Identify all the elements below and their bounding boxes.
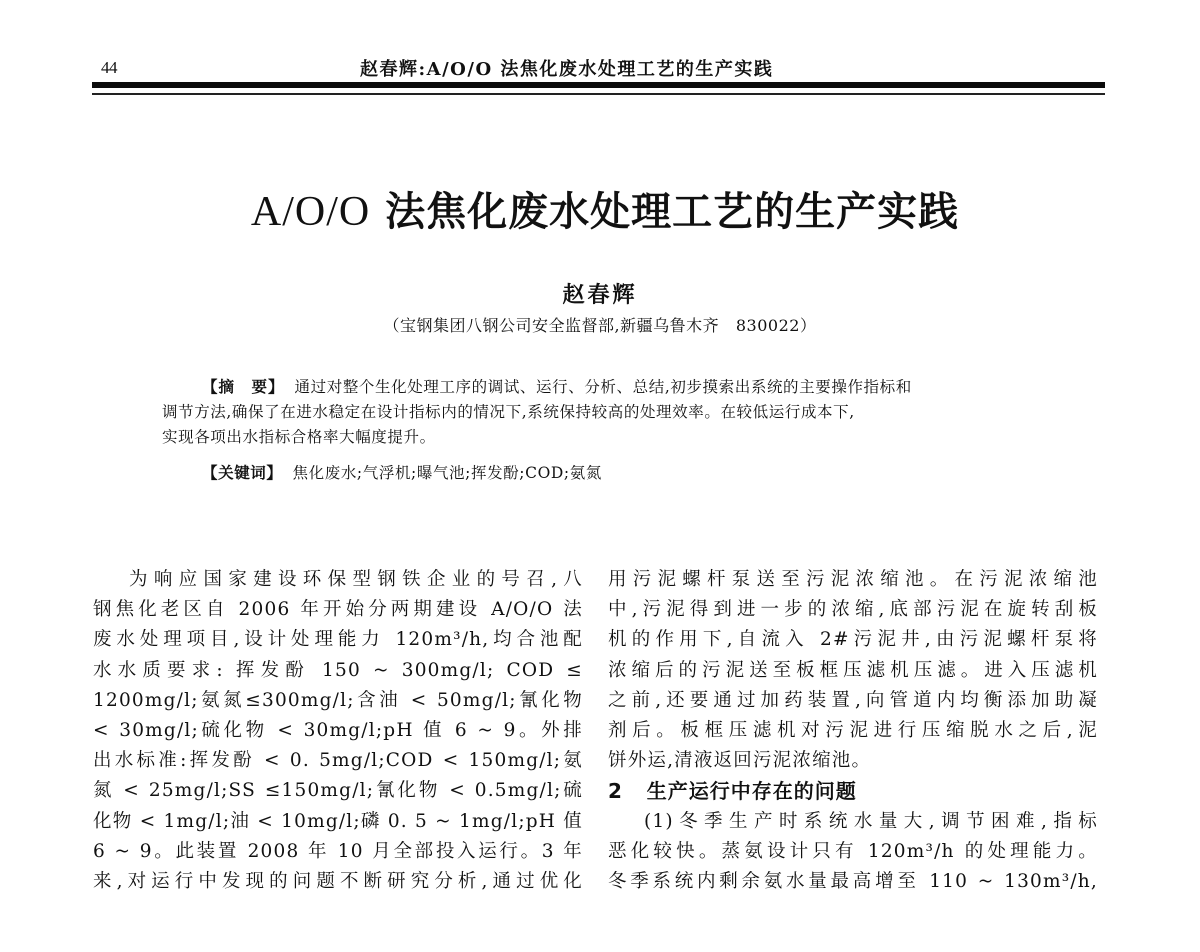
abstract-line: 【摘 要】 通过对整个生化处理工序的调试、运行、分析、总结,初步摸索出系统的主要操作指标和 xyxy=(202,377,912,396)
abstract xyxy=(162,374,1042,450)
body-column-left xyxy=(93,565,583,897)
body-line: 钢焦化老区自 2006 年开始分两期建设 A/O/O 法 xyxy=(93,599,583,621)
page-number: 44 xyxy=(101,58,117,77)
body-line: 剂后。板框压滤机对污泥进行压缩脱水之后,泥 xyxy=(608,719,1098,741)
body-line: 用污泥螺杆泵送至污泥浓缩池。在污泥浓缩池 xyxy=(608,569,1098,590)
abstract-label: 【摘 要】 xyxy=(202,377,285,396)
body-line: < 30mg/l;硫化物 < 30mg/l;pH 值 6 ~ 9。外排 xyxy=(93,719,583,741)
keywords-list: 焦化废水;气浮机;曝气池;挥发酚;COD;氨氮 xyxy=(292,464,602,482)
body-line: 恶化较快。蒸氨设计只有 120m³/h 的处理能力。 xyxy=(608,840,1098,862)
header-rule-thick xyxy=(92,82,1105,88)
body-line: 机的作用下,自流入 2#污泥井,由污泥螺杆泵将 xyxy=(608,629,1098,651)
body-line: 为响应国家建设环保型钢铁企业的号召,八 xyxy=(129,569,583,590)
body-line: 1200mg/l;氨氮≤300mg/l;含油 < 50mg/l;氰化物 xyxy=(93,689,583,711)
article-title xyxy=(200,180,1010,237)
title-cjk: 法焦化废水处理工艺的生产实践 xyxy=(370,188,960,235)
body-line: 废水处理项目,设计处理能力 120m³/h,均合池配 xyxy=(93,629,583,651)
body-line: 出水标准:挥发酚 < 0. 5mg/l;COD < 150mg/l;氨 xyxy=(93,750,583,772)
body-line: 氮 < 25mg/l;SS ≤150mg/l;氰化物 < 0.5mg/l;硫 xyxy=(93,780,583,802)
header-rule-thin xyxy=(92,93,1105,95)
author-name: 赵春辉 xyxy=(562,282,638,308)
title-latin: A/O/O xyxy=(250,189,371,235)
body-line: 水水质要求: 挥发酚 150 ~ 300mg/l; COD ≤ xyxy=(93,659,583,681)
section-heading: 2 生产运行中存在的问题 xyxy=(608,779,857,804)
body-line: 6 ~ 9。此装置 2008 年 10 月全部投入运行。3 年 xyxy=(93,840,583,862)
running-header: 赵春辉:A/O/O 法焦化废水处理工艺的生产实践 xyxy=(360,59,774,80)
body-line: (1)冬季生产时系统水量大,调节困难,指标 xyxy=(644,810,1098,832)
body-line: 冬季系统内剩余氨水量最高增至 110 ~ 130m³/h, xyxy=(608,870,1098,892)
body-line: 中,污泥得到进一步的浓缩,底部污泥在旋转刮板 xyxy=(608,599,1098,621)
body-column-right xyxy=(608,565,1098,897)
abstract-line: 调节方法,确保了在进水稳定在设计指标内的情况下,系统保持较高的处理效率。在较低运行成本下, xyxy=(162,403,855,421)
body-line: 饼外运,清液返回污泥浓缩池。 xyxy=(608,750,872,772)
body-line: 来,对运行中发现的问题不断研究分析,通过优化 xyxy=(93,870,583,892)
keywords-label: 【关键词】 xyxy=(202,463,283,482)
body-line: 化物 < 1mg/l;油 < 10mg/l;磷 0. 5 ~ 1mg/l;pH 值 xyxy=(93,810,583,832)
body-line: 之前,还要通过加药装置,向管道内均衡添加助凝 xyxy=(608,689,1098,711)
abstract-line: 实现各项出水指标合格率大幅度提升。 xyxy=(162,428,436,446)
affiliation: （宝钢集团八钢公司安全监督部,新疆乌鲁木齐 830022） xyxy=(383,316,817,335)
keywords xyxy=(202,461,1042,483)
body-line: 浓缩后的污泥送至板框压滤机压滤。进入压滤机 xyxy=(608,659,1098,681)
